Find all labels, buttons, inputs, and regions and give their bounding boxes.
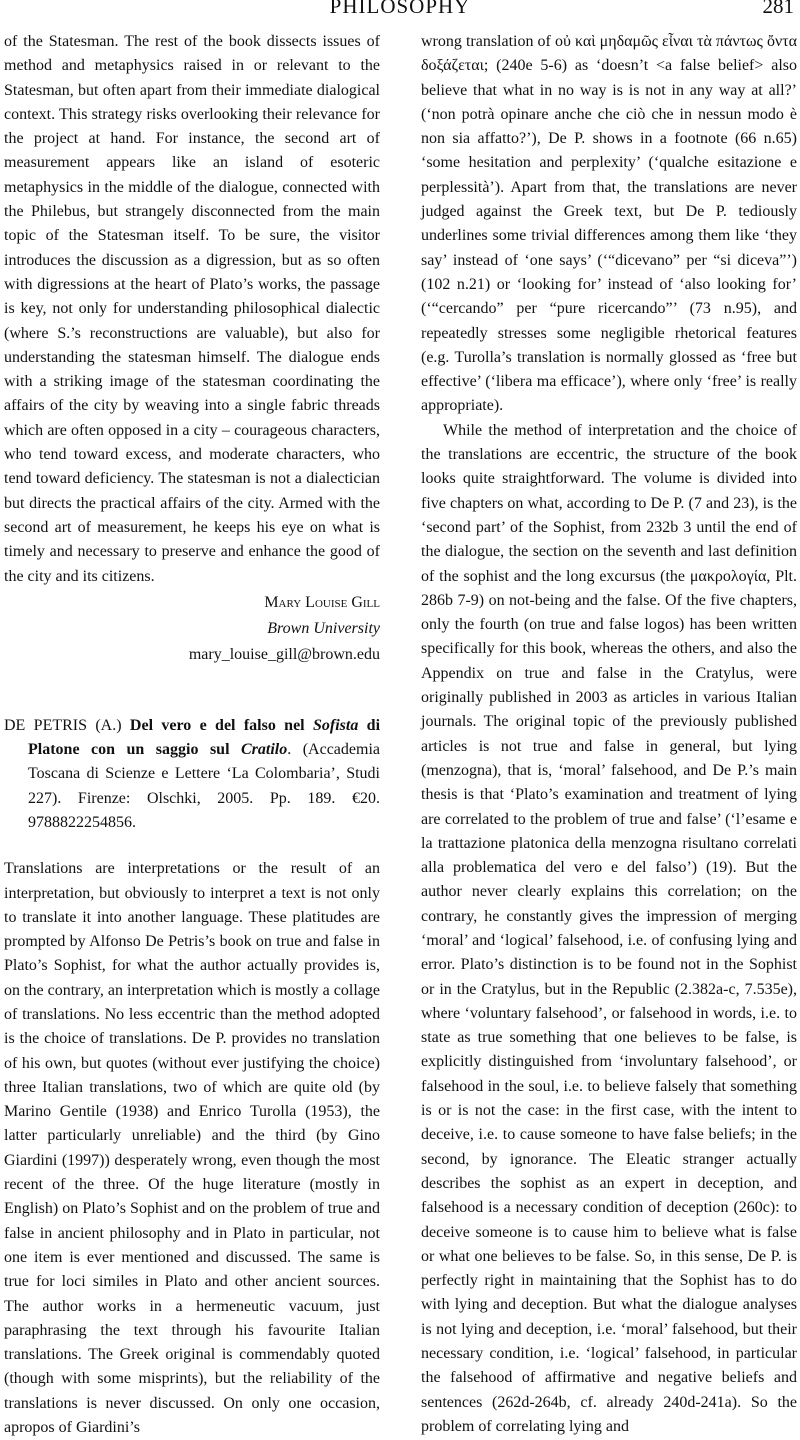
right-paragraph-2: While the method of interpretation and the choice of the translations are eccentric, the structure of the book looks quite straightforward. The volume is divided into five chapters on what, according to De P. (7 and 23), is the ‘second part’ of the Sophist, from 232b 3 until the end of the dialogue, the section on the seventh and last definition of the sophist and the long excursus (the μακρολογία, Plt. 286b 7-9) on not-being and the false. Of the five chapters, only the fourth (on true and false logos) has been written specifically for this book, whereas the others, and also the Appendix on true and false in the Cratylus, were originally published in 2003 as articles in various Italian journals. The original topic of the previously published articles is not true and false in general, but lying (menzogna), that is, ‘moral’ falsehood, and De P.’s main thesis is that ‘Plato’s examination and treatment of lying are correlated to the problem of true and false’ (‘l’esame e la trattazione platonica della menzogna risultano correlati alla problematica del vero e del falso’) (19). But the author never clearly explains this correlation; on the contrary, he constantly gives the impression of merging ‘moral’ and ‘logical’ falsehood, i.e. of confusing lying and error. Plato’s distinction is to be found not in the Sophist or in the Cratylus, but in the Republic (2.382a-c, 7.535e), where ‘voluntary falsehood’, or falsehood in words, i.e. to state as true something that one believes to be false, is explicitly distinguished from ‘involuntary falsehood’, or falsehood in the soul, i.e. to believe falsely that something is or is not the case: in the first case, with the intent to deceive, i.e. to cause someone to have false beliefs; in the second, by ignorance. The Eleatic stranger actually describes the sophist as an expert in deception, and falsehood is a necessary condition of deception (260c): to deceive someone is to cause him to believe what is false or what one believes to be false. So, in this sense, De P. is perfectly right in maintaining that the Sophist has to do with lying and deception. But what the dialogue analyses is not lying and deception, i.e. ‘moral’ falsehood, but their necessary condition, i.e. ‘logical’ falsehood, in particular the falsehood of affirmative and negative beliefs and sentences (262d-264b, cf. already 240d-241a). So the problem of correlating lying and: [421, 421, 797, 1435]
right-column: [421, 30, 797, 1439]
reviewer-name: Mary Louise Gill: [264, 593, 380, 611]
reviewer-affiliation: Brown University: [267, 620, 380, 638]
review-paragraph: Translations are interpretations or the result of an interpretation, but obviously to interpret a text is not only to translate it into another language. These platitudes are prompted by Alfonso De Petris’s book on true and false in Plato’s Sophist, for what the author actually provides is, on the contrary, an interpretation which is mostly a collage of translations. No less eccentric than the method adopted is the choice of translations. De P. provides no translation of his own, but quotes (without ever justifying the choice) three Italian translations, two of which are quite old (by Marino Gentile (1938) and Enrico Turolla (1953), the latter particularly unreliable) and the third (by Gino Giardini (1997)) desperately wrong, even though the most recent of the three. Of the huge literature (mostly in English) on Plato’s Sophist and on the problem of true and false in ancient philosophy and in Plato in particular, not one item is ever mentioned and discussed. The same is true for loci similes in Plato and other ancient sources. The author works in a hermeneutic vacuum, just paraphrasing the text through his favourite Italian translations. The Greek original is commendably quoted (though with some misprints), but the reliability of the translations is never discussed. On only one occasion, apropos of Giardini’s: [4, 860, 380, 1437]
book-details: . (Accademia Toscana di Scienze e Lettere ‘La Colombaria’, Studi 227). Firenze: Olschki, 2005. Pp. 189. €20. 9788822254856.: [28, 741, 380, 831]
reviewer-email: mary_louise_gill@brown.edu: [188, 646, 380, 664]
running-head: PHILOSOPHY: [329, 0, 471, 18]
book-author: DE PETRIS (A.): [4, 716, 122, 734]
right-paragraph-1: wrong translation of οὐ καὶ μηδαμῶς εἶναι τὰ πάντως ὄντα δοξάζεται; (240e 5-6) as ‘doesn’t <a false belief> also believe that what in no way is is not in any way at all?’ (‘non potrà opinare anche che ciò che in nessun modo è non sia affatto?’), De P. shows in a footnote (66 n.65) ‘some hesitation and perplexity’ (‘qualche esitazione e perplessità’). Apart from that, the translations are never judged against the Greek text, but De P. tediously underlines some trivial differences among them like ‘they say’ instead of ‘one says’ (‘“dicevano” per “si diceva”’) (102 n.21) or ‘looking for’ instead of ‘also looking for’ (‘“cercando” per “pure ricercando”’ (73 n.95), and repeatedly stresses some negligible rhetorical features (e.g. Turolla’s translation is normally glossed as ‘free but effective’ (‘libera ma efficace’), where only ‘free’ is really appropriate).: [421, 33, 797, 415]
book-entry: [4, 714, 380, 835]
page-number: 281: [762, 0, 794, 18]
continuation-paragraph: of the Statesman. The rest of the book dissects issues of method and metaphysics raised in or relevant to the Statesman, but often apart from their immediate dialogical context. This strategy risks overlooking their relevance for the project at hand. For instance, the second art of measurement appears like an island of esoteric metaphysics in the middle of the dialogue, connected with the Philebus, but strangely disconnected from the main topic of the Statesman itself. To be sure, the visitor introduces the discussion as a digression, but as so often with digressions at the heart of Plato’s works, the passage is key, not only for understanding philosophical dialectic (where S.’s reconstructions are valuable), but also for understanding the statesman himself. The dialogue ends with a striking image of the statesman coordinating the affairs of the city by weaving into a single fabric threads which are often opposed in a city – courageous characters, who tend toward excess, and moderate characters, who tend toward deficiency. The statesman is not a dialectician but directs the practical affairs of the city. Armed with the second art of measurement, he keeps his eye on what is timely and necessary to preserve and enhance the good of the city and its citizens.: [4, 33, 380, 585]
book-title: Del vero e del falso nel Sofista di Platone con un saggio sul Cratilo: [28, 716, 381, 759]
left-column: [4, 30, 380, 1440]
page-header: [0, 0, 800, 22]
